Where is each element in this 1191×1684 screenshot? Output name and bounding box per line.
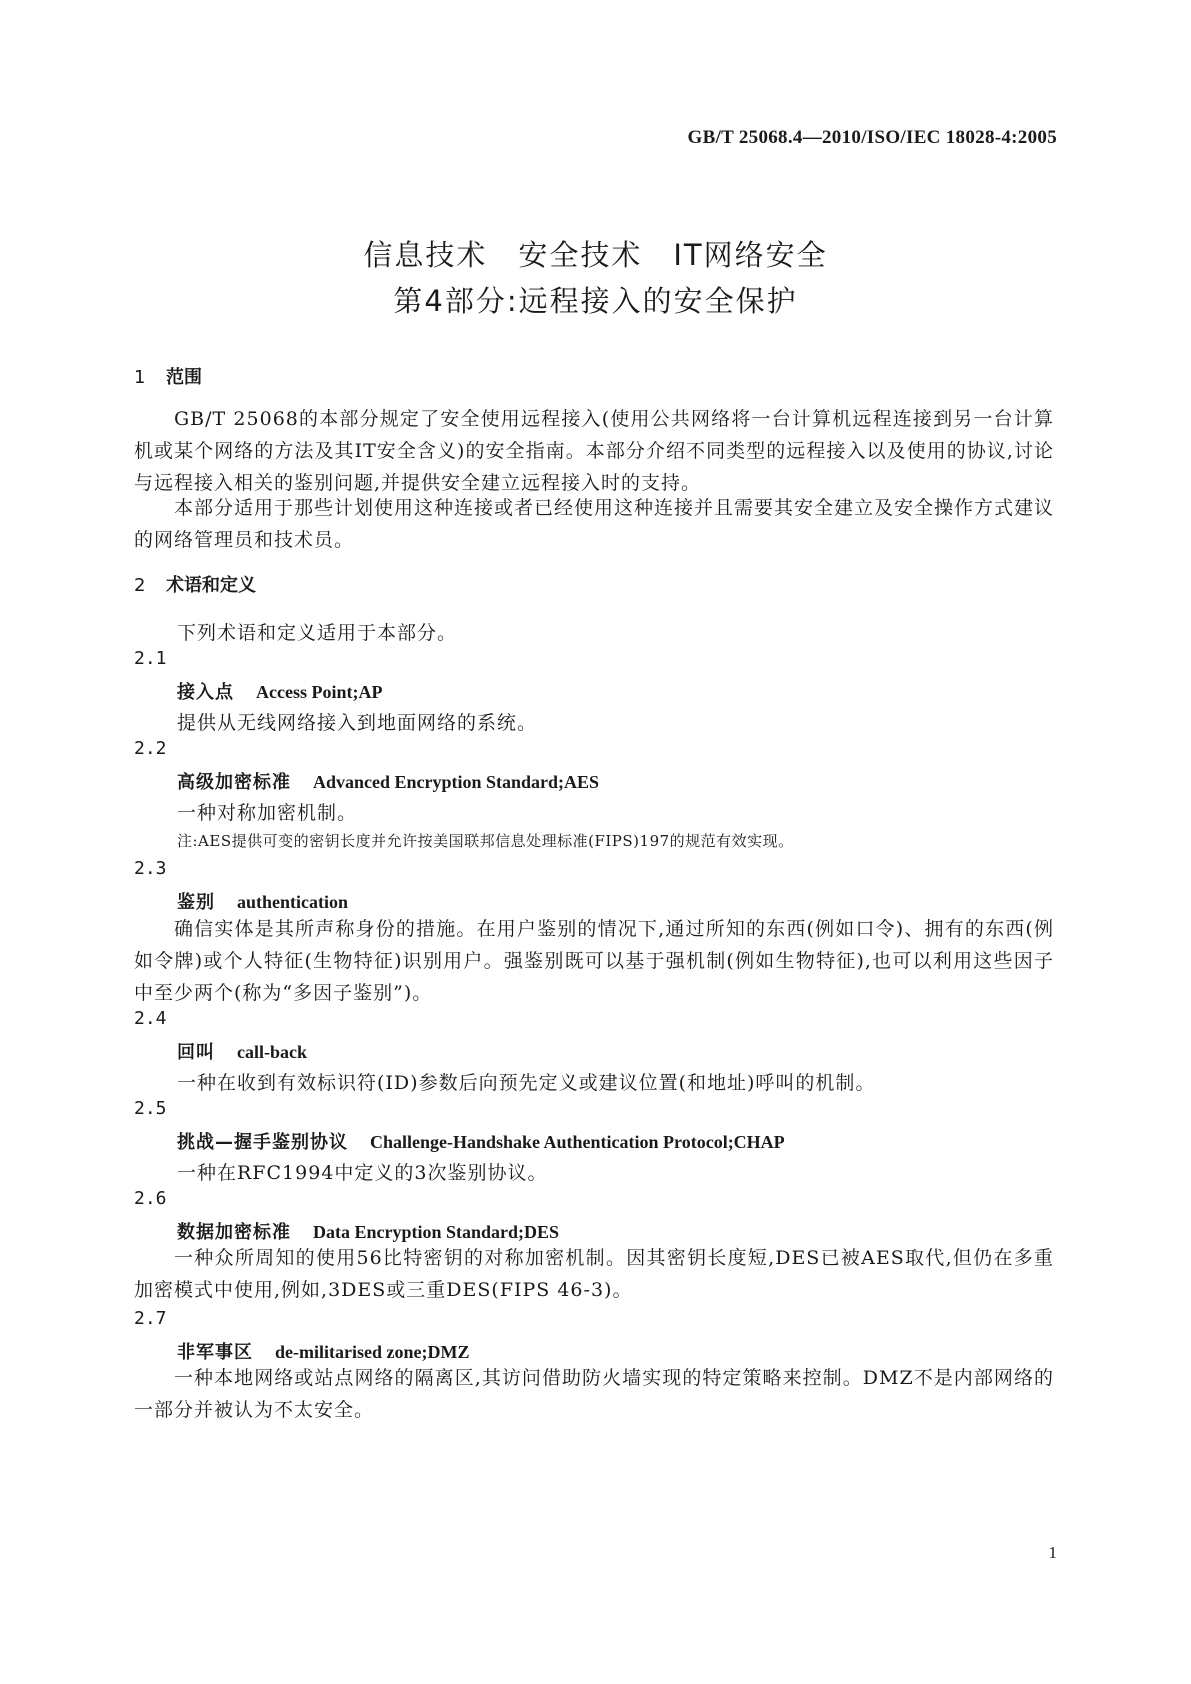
term-definition: 一种众所周知的使用56比特密钥的对称加密机制。因其密钥长度短,DES已被AES取代,但仍在多重加密模式中使用,例如,3DES或三重DES(FIPS 46-3)。: [134, 1247, 1054, 1301]
clause-number: 2.4: [134, 1008, 167, 1029]
term-entry: [177, 1338, 469, 1364]
term-entry: [177, 1218, 559, 1244]
term-chinese: 鉴别: [177, 892, 215, 913]
document-title-line1: 信息技术 安全技术 IT网络安全: [363, 238, 828, 272]
term-entry: [177, 1128, 785, 1154]
clause-number: 2.5: [134, 1098, 167, 1119]
clause-number: 2.6: [134, 1188, 167, 1209]
term-entry: [177, 678, 382, 704]
term-chinese: 数据加密标准: [177, 1222, 291, 1243]
clause-number: 2.2: [134, 738, 167, 759]
term-entry: [177, 888, 348, 914]
term-definition: 一种本地网络或站点网络的隔离区,其访问借助防火墙实现的特定策略来控制。DMZ不是内部网络的一部分并被认为不太安全。: [134, 1367, 1054, 1421]
standard-code: GB/T 25068.4—2010/ISO/IEC 18028-4:2005: [687, 127, 1057, 148]
clause-number: 2.3: [134, 858, 167, 879]
terms-intro: 下列术语和定义适用于本部分。: [177, 622, 458, 644]
term-chinese: 挑战—握手鉴别协议: [177, 1132, 348, 1153]
clause-number: 2.1: [134, 648, 167, 669]
term-definition: 一种在收到有效标识符(ID)参数后向预先定义或建议位置(和地址)呼叫的机制。: [177, 1072, 876, 1094]
term-english: Challenge-Handshake Authentication Protocol;CHAP: [370, 1132, 785, 1152]
page-number: 1: [1048, 1543, 1057, 1562]
term-english: Data Encryption Standard;DES: [313, 1222, 560, 1242]
section-title: 范围: [166, 367, 202, 388]
term-entry: [177, 1038, 307, 1064]
section-heading-terms: [134, 571, 256, 597]
term-chinese: 非军事区: [177, 1342, 253, 1363]
section-heading-scope: [134, 363, 202, 389]
term-english: call-back: [237, 1042, 307, 1062]
term-chinese: 接入点: [177, 682, 234, 703]
scope-paragraph-1: GB/T 25068的本部分规定了安全使用远程接入(使用公共网络将一台计算机远程连接到另一台计算机或某个网络的方法及其IT安全含义)的安全指南。本部分介绍不同类型的远程接入以及使用的协议,讨论与远程接入相关的鉴别问题,并提供安全建立远程接入时的支持。: [134, 408, 1054, 494]
document-title-line2: 第4部分:远程接入的安全保护: [393, 284, 798, 318]
term-definition: 一种在RFC1994中定义的3次鉴别协议。: [177, 1162, 548, 1184]
term-entry: [177, 768, 599, 794]
term-definition: 确信实体是其所声称身份的措施。在用户鉴别的情况下,通过所知的东西(例如口令)、拥有的东西(例如令牌)或个人特征(生物特征)识别用户。强鉴别既可以基于强机制(例如生物特征),也可以利用这些因子中至少两个(称为“多因子鉴别”)。: [134, 918, 1054, 1004]
term-note: 注:AES提供可变的密钥长度并允许按美国联邦信息处理标准(FIPS)197的规范有效实现。: [177, 832, 794, 850]
term-english: Access Point;AP: [256, 682, 383, 702]
term-chinese: 回叫: [177, 1042, 215, 1063]
section-number: 2: [134, 575, 146, 596]
term-english: authentication: [237, 892, 349, 912]
term-definition: 提供从无线网络接入到地面网络的系统。: [177, 712, 538, 734]
section-title: 术语和定义: [166, 575, 256, 596]
section-number: 1: [134, 367, 146, 388]
term-definition: 一种对称加密机制。: [177, 802, 358, 824]
clause-number: 2.7: [134, 1308, 167, 1329]
term-english: de-militarised zone;DMZ: [275, 1342, 470, 1362]
term-english: Advanced Encryption Standard;AES: [313, 772, 600, 792]
term-chinese: 高级加密标准: [177, 772, 291, 793]
scope-paragraph-2: 本部分适用于那些计划使用这种连接或者已经使用这种连接并且需要其安全建立及安全操作方式建议的网络管理员和技术员。: [134, 497, 1055, 551]
